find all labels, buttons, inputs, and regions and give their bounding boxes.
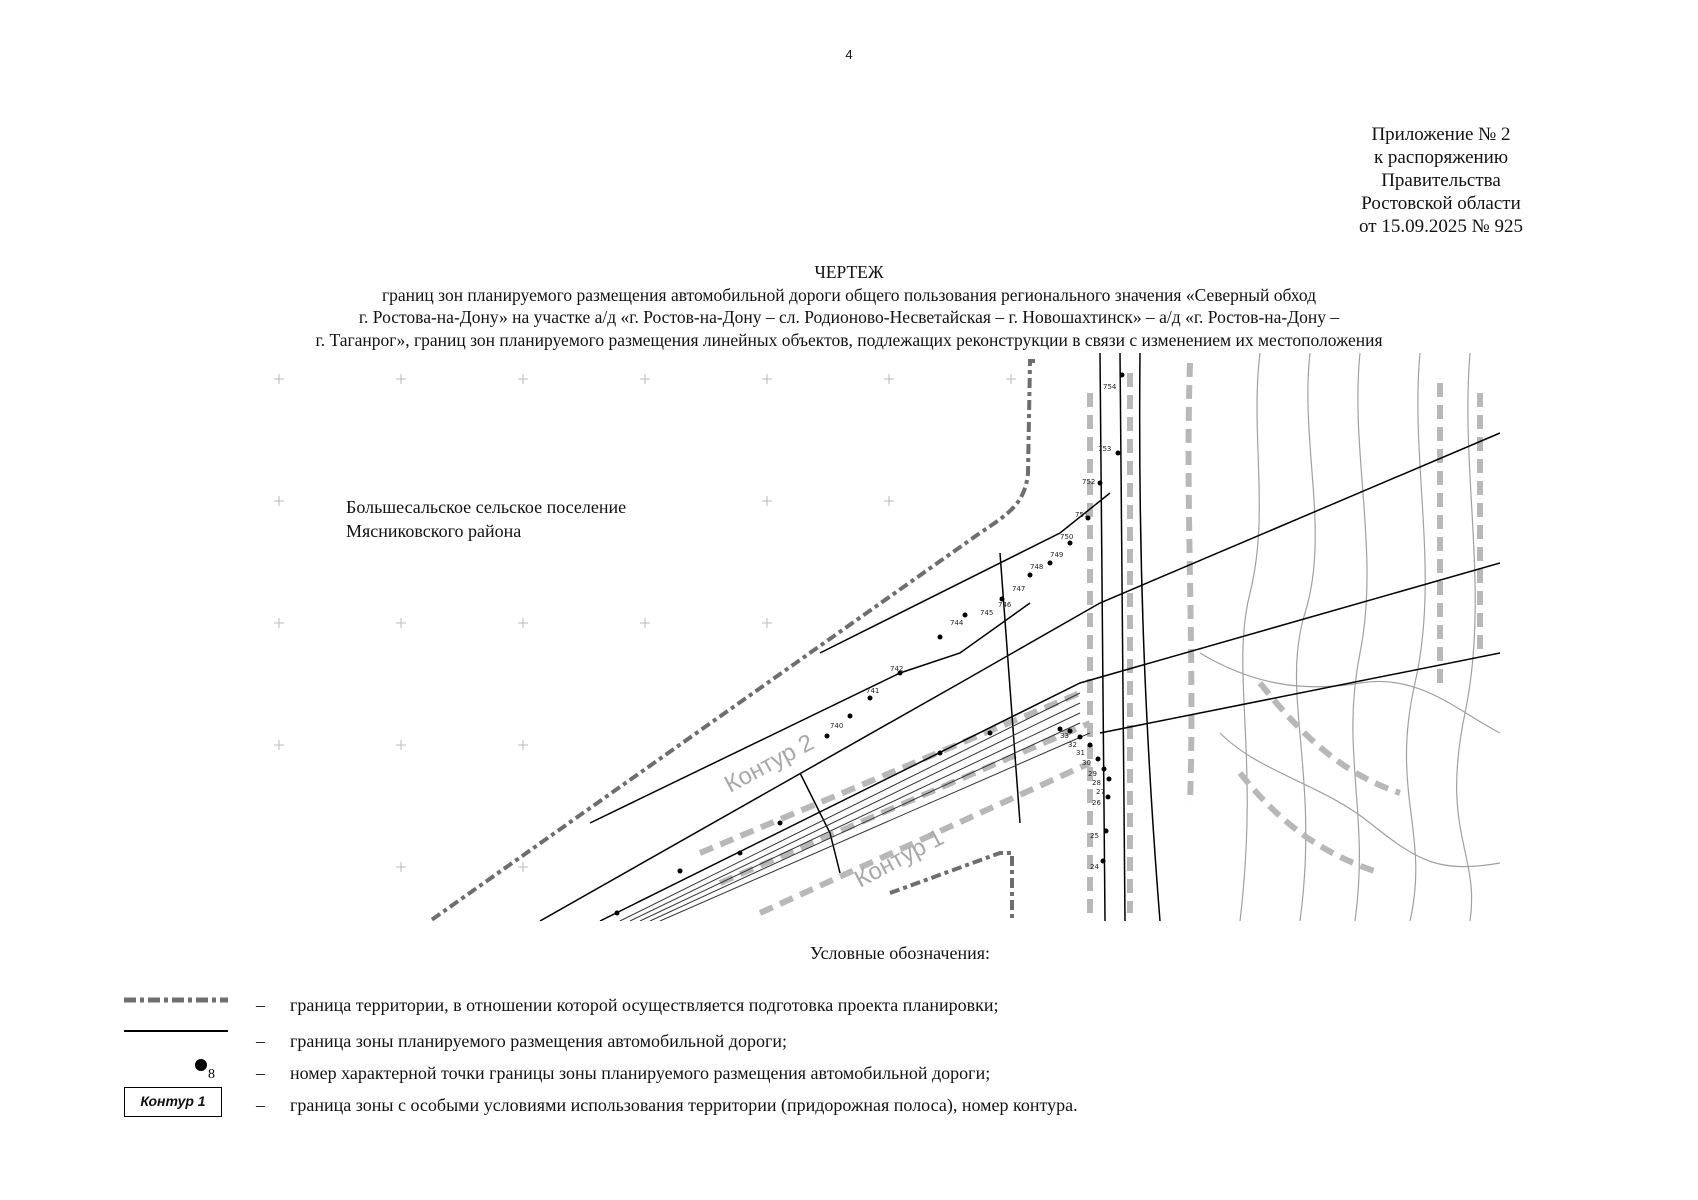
road-zone-boundaries: [540, 353, 1500, 921]
contour-1-label: Контур 1: [850, 823, 949, 894]
point-label: 28: [1092, 779, 1101, 787]
legend-symbol-project-boundary: [122, 995, 230, 1005]
legend-item-point: номер характерной точки границы зоны планируемого размещения автомобильной дороги;: [290, 1063, 991, 1083]
legend-dash: –: [256, 1095, 265, 1115]
point-label: 751: [1075, 511, 1089, 519]
legend-symbol-point: [192, 1056, 222, 1080]
legend-dash: –: [256, 1031, 265, 1051]
appendix-line: Правительства: [1381, 170, 1501, 191]
point-label: 24: [1090, 863, 1099, 871]
appendix-line: Приложение № 2: [1371, 124, 1511, 145]
terrain-lines: [1200, 353, 1500, 921]
appendix-note: [1321, 123, 1561, 238]
title-heading: ЧЕРТЕЖ: [814, 262, 884, 282]
legend-item-project-boundary: граница территории, в отношении которой осуществляется подготовка проекта планировки;: [290, 995, 999, 1015]
point-label: 33: [1060, 732, 1069, 740]
point-label: 742: [890, 665, 904, 673]
legend-dash: –: [256, 1063, 265, 1083]
grid-crosses: [274, 374, 284, 384]
project-boundary: [430, 361, 1035, 921]
point-label: 25: [1090, 832, 1099, 840]
title-line: г. Таганрог», границ зон планируемого размещения линейных объектов, подлежащих реконструкции в связи с изменением их местоположения: [315, 329, 1383, 350]
grid-crosses-repeat: [274, 374, 1016, 872]
contour-2-label: Контур 2: [720, 728, 819, 799]
point-label: 753: [1098, 445, 1112, 453]
point-label: 27: [1096, 788, 1105, 796]
point-label: 752: [1082, 478, 1096, 486]
appendix-line: к распоряжению: [1373, 147, 1509, 168]
appendix-line: от 15.09.2025 № 925: [1359, 216, 1523, 237]
point-label: 29: [1088, 770, 1097, 778]
settlement-label: Большесальское сельское поселение: [346, 497, 627, 517]
point-label: 32: [1068, 741, 1077, 749]
title-line: границ зон планируемого размещения автомобильной дороги общего пользования регионального значения «Северный обход: [381, 284, 1317, 305]
point-label: 750: [1060, 533, 1074, 541]
point-label: 31: [1076, 749, 1085, 757]
point-label: 754: [1103, 383, 1117, 391]
page-number: 4: [845, 47, 853, 62]
planning-map: [260, 353, 1500, 921]
point-label: 26: [1092, 799, 1101, 807]
legend-point-number: 8: [208, 1067, 215, 1080]
legend-symbol-contour: Контур 1: [124, 1087, 222, 1117]
point-label: 748: [1030, 563, 1044, 571]
settlement-label: Мясниковского района: [346, 521, 522, 541]
point-label: 740: [830, 722, 844, 730]
document-title: [0, 261, 1698, 351]
characteristic-points: [615, 373, 1125, 916]
point-label: 746: [998, 601, 1012, 609]
title-line: г. Ростова-на-Дону» на участке а/д «г. Ростов-на-Дону – сл. Родионово-Несветайская – г. Новошахтинск» – а/д «г. Ростов-на-Дону –: [358, 307, 1340, 327]
point-label: 745: [980, 609, 994, 617]
legend-item-road-zone: граница зоны планируемого размещения автомобильной дороги;: [290, 1031, 787, 1051]
legend-title: Условные обозначения:: [809, 943, 991, 963]
point-label: 747: [1012, 585, 1026, 593]
appendix-line: Ростовской области: [1361, 193, 1521, 214]
point-label: 741: [866, 687, 880, 695]
legend-dash: –: [256, 995, 265, 1015]
legend-item-contour: граница зоны с особыми условиями использования территории (придорожная полоса), номер контура.: [290, 1095, 1078, 1115]
point-label: 749: [1050, 551, 1064, 559]
legend-symbol-road-zone: [122, 1028, 230, 1034]
point-label: 30: [1082, 759, 1091, 767]
point-label: 744: [950, 619, 964, 627]
